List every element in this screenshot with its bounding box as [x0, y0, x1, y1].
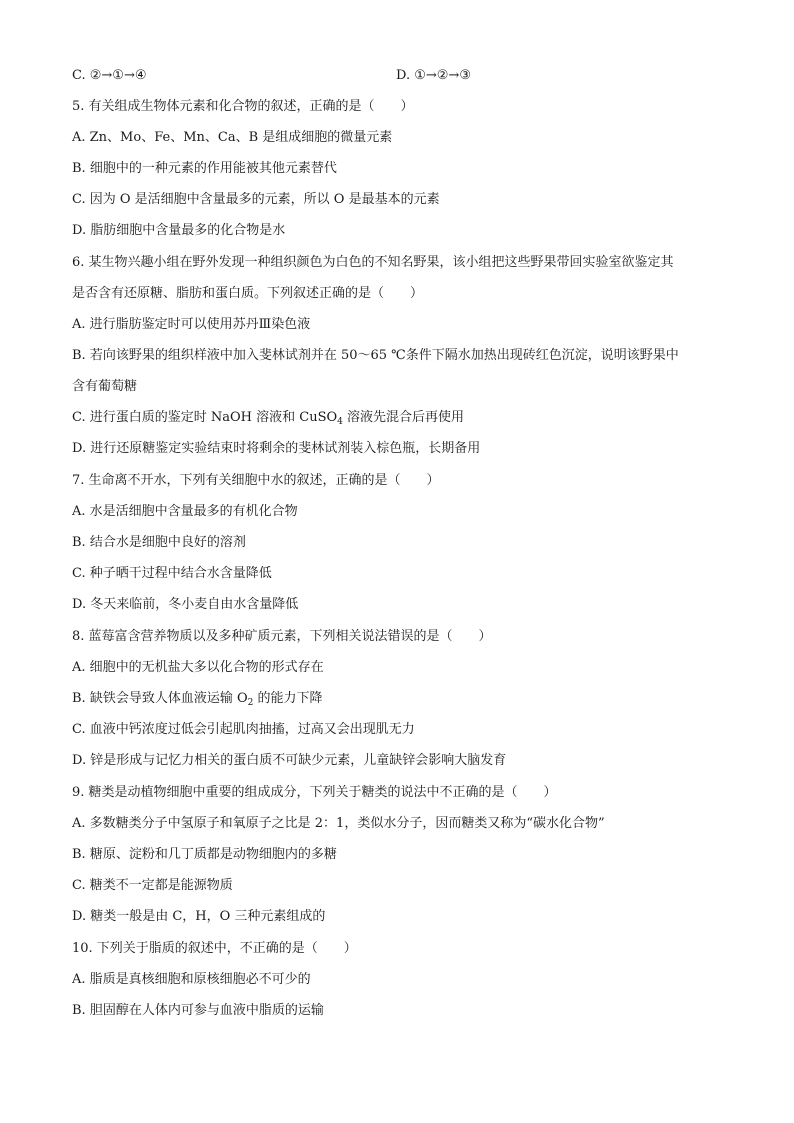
q7-option-a: A. 水是活细胞中含量最多的有机化合物	[72, 504, 298, 519]
q6-option-c	[72, 408, 464, 428]
q6-option-b-line2: 含有葡萄糖	[72, 379, 138, 394]
question-6-stem-line2: 是否含有还原糖、脂肪和蛋白质。下列叙述正确的是（ ）	[72, 286, 424, 301]
q6-option-a: A. 进行脂肪鉴定时可以使用苏丹Ⅲ染色液	[72, 317, 311, 332]
q6-option-b-line1: B. 若向该野果的组织样液中加入斐林试剂并在 50～65 ℃条件下隔水加热出现砖红色沉淀，说明该野果中	[72, 348, 679, 363]
question-9-stem: 9. 糖类是动植物细胞中重要的组成成分，下列关于糖类的说法中不正确的是（ ）	[72, 785, 557, 800]
q9-option-a: A. 多数糖类分子中氢原子和氧原子之比是 2：1，类似水分子，因而糖类又称为“碳水化合物”	[72, 816, 605, 831]
question-6-stem-line1: 6. 某生物兴趣小组在野外发现一种组织颜色为白色的不知名野果，该小组把这些野果带回实验室欲鉴定其	[72, 255, 674, 270]
q9-option-c: C. 糖类不一定都是能源物质	[72, 878, 233, 893]
q10-option-b: B. 胆固醇在人体内可参与血液中脂质的运输	[72, 1003, 324, 1018]
q6-option-c-text-end: 溶液先混合后再使用	[342, 410, 465, 425]
q8-option-b	[72, 689, 322, 709]
q5-option-b: B. 细胞中的一种元素的作用能被其他元素替代	[72, 161, 337, 176]
q9-option-d: D. 糖类一般是由 C，H，O 三种元素组成的	[72, 909, 326, 924]
question-5-stem: 5. 有关组成生物体元素和化合物的叙述，正确的是（ ）	[72, 99, 414, 114]
option-c-row	[72, 66, 147, 86]
option-c: C. ②→①→④	[72, 68, 147, 83]
q6-option-c-text: C. 进行蛋白质的鉴定时 NaOH 溶液和 CuSO	[72, 410, 338, 425]
q8-option-b-text-end: 的能力下降	[253, 691, 323, 706]
q8-option-c: C. 血液中钙浓度过低会引起肌肉抽搐，过高又会出现肌无力	[72, 722, 415, 737]
subscript: 2	[247, 698, 254, 708]
question-10-stem: 10. 下列关于脂质的叙述中，不正确的是（ ）	[72, 941, 357, 956]
q9-option-b: B. 糖原、淀粉和几丁质都是动物细胞内的多糖	[72, 847, 337, 862]
q7-option-c: C. 种子晒干过程中结合水含量降低	[72, 566, 272, 581]
q6-option-d: D. 进行还原糖鉴定实验结束时将剩余的斐林试剂装入棕色瓶，长期备用	[72, 441, 481, 456]
q7-option-b: B. 结合水是细胞中良好的溶剂	[72, 535, 246, 550]
q8-option-d: D. 锌是形成与记忆力相关的蛋白质不可缺少元素，儿童缺锌会影响大脑发育	[72, 753, 507, 768]
q8-option-b-text: B. 缺铁会导致人体血液运输 O	[72, 691, 248, 706]
q5-option-d: D. 脂肪细胞中含量最多的化合物是水	[72, 223, 286, 238]
question-8-stem: 8. 蓝莓富含营养物质以及多种矿质元素，下列相关说法错误的是（ ）	[72, 629, 492, 644]
option-d: D. ①→②→③	[396, 68, 471, 83]
q10-option-a: A. 脂质是真核细胞和原核细胞必不可少的	[72, 972, 311, 987]
question-7-stem: 7. 生命离不开水，下列有关细胞中水的叙述，正确的是（ ）	[72, 473, 440, 488]
q5-option-a: A. Zn、Mo、Fe、Mn、Ca、B 是组成细胞的微量元素	[72, 130, 393, 145]
subscript: 4	[337, 417, 343, 427]
q5-option-c: C. 因为 O 是活细胞中含量最多的元素，所以 O 是最基本的元素	[72, 192, 440, 207]
q7-option-d: D. 冬天来临前，冬小麦自由水含量降低	[72, 597, 299, 612]
q8-option-a: A. 细胞中的无机盐大多以化合物的形式存在	[72, 660, 324, 675]
